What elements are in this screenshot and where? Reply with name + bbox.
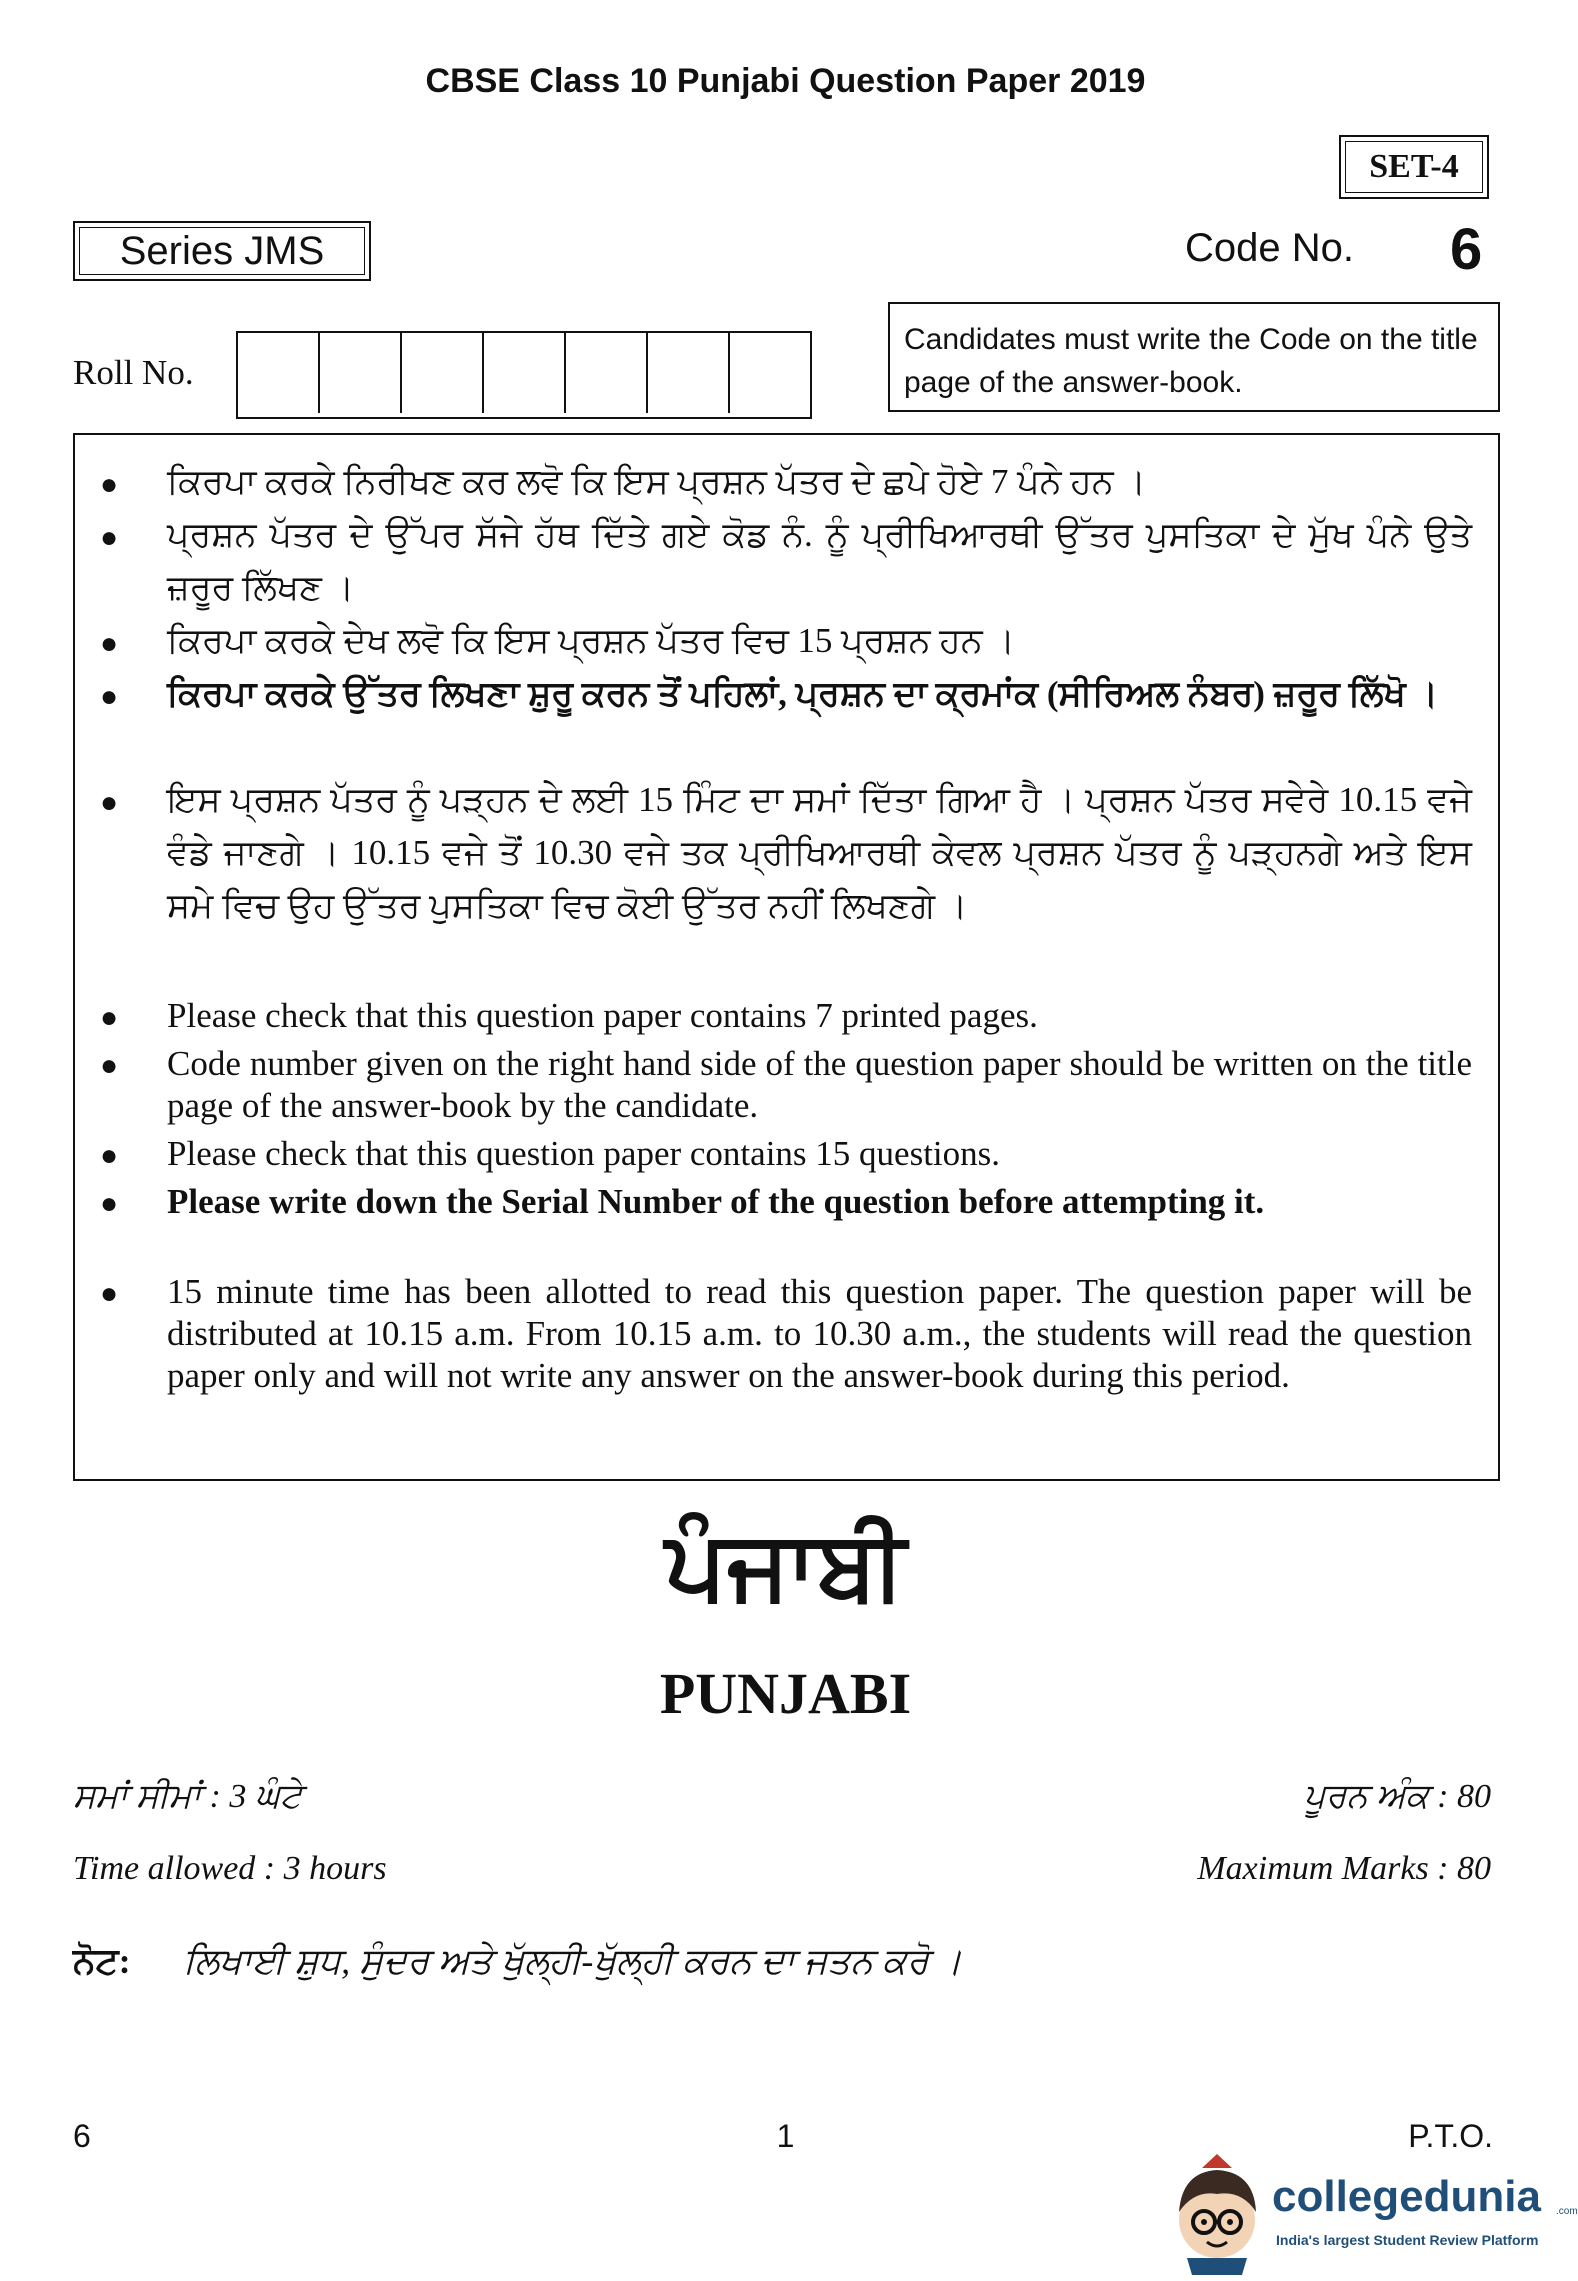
- series-label: Series JMS: [119, 228, 325, 273]
- note-text: ਲਿਖਾਈ ਸ਼ੁਧ, ਸੁੰਦਰ ਅਤੇ ਖੁੱਲ੍ਹੀ-ਖੁੱਲ੍ਹੀ ਕਰਨ ਦਾ ਜਤਨ ਕਰੋ ।: [183, 1941, 963, 1981]
- set-label: SET-4: [1369, 148, 1459, 185]
- bullet-icon: ●: [100, 786, 119, 819]
- roll-digit-box: [566, 333, 648, 413]
- roll-digit-box: [484, 333, 566, 413]
- note-label: ਨੋਟ:: [73, 1941, 131, 1981]
- logo-tagline: India's largest Student Review Platform: [1276, 2232, 1539, 2248]
- logo-wordmark: collegedunia: [1272, 2172, 1541, 2221]
- instruction-en-3: Please check that this question paper contains 15 questions.: [167, 1134, 1001, 1173]
- instruction-pa-4: ਕਿਰਪਾ ਕਰਕੇ ਉੱਤਰ ਲਿਖਣਾ ਸ਼ੁਰੂ ਕਰਨ ਤੋਂ ਪਹਿਲਾਂ, ਪ੍ਰਸ਼ਨ ਦਾ ਕ੍ਰਮਾਂਕ (ਸੀਰਿਅਲ ਨੰਬਰ) ਜ਼ਰੂਰ ਲਿੱਖੋ ।: [167, 674, 1439, 713]
- series-badge: [73, 221, 371, 281]
- footer-code: 6: [73, 2118, 91, 2154]
- time-allowed-punjabi: ਸਮਾਂ ਸੀਮਾਂ : 3 ਘੰਟੇ: [73, 1778, 302, 1815]
- bullet-icon: ●: [100, 1049, 119, 1082]
- page-number: 1: [776, 2118, 795, 2154]
- roll-number-label: Roll No.: [73, 353, 194, 392]
- code-label: Code No.: [1185, 226, 1354, 270]
- bullet-icon: ●: [100, 1139, 119, 1172]
- max-marks-punjabi: ਪੂਰਨ ਅੰਕ : 80: [1303, 1778, 1491, 1815]
- instruction-pa-1: ਕਿਰਪਾ ਕਰਕੇ ਨਿਰੀਖਣ ਕਰ ਲਵੋ ਕਿ ਇਸ ਪ੍ਰਸ਼ਨ ਪੱਤਰ ਦੇ ਛਪੇ ਹੋਏ 7 ਪੰਨੇ ਹਨ ।: [167, 462, 1146, 501]
- mascot-icon: [1179, 2154, 1256, 2275]
- roll-digit-box: [320, 333, 402, 413]
- logo-domain-suffix: .com: [1556, 2206, 1578, 2217]
- max-marks-english: Maximum Marks : 80: [1197, 1850, 1491, 1887]
- bullet-icon: ●: [100, 521, 119, 554]
- instructions-box: [73, 433, 1500, 1481]
- roll-digit-box: [238, 333, 320, 413]
- subject-title-punjabi: ਪੰਜਾਬੀ: [665, 1512, 906, 1619]
- please-turn-over: P.T.O.: [1408, 2118, 1493, 2154]
- instruction-en-5: 15 minute time has been allotted to read this question paper. The question paper will be distributed at 10.15 a.m. From 10.15 a.m. to 10.30 a.m., the students will read the question paper only and will not write any answer on the answer-book during this period.: [167, 1272, 1472, 1395]
- roll-digit-box: [402, 333, 484, 413]
- roll-number-boxes: [236, 331, 812, 419]
- bullet-icon: ●: [100, 680, 119, 713]
- bullet-icon: ●: [100, 1001, 119, 1034]
- document-title: CBSE Class 10 Punjabi Question Paper 2019: [425, 62, 1146, 100]
- instruction-pa-3: ਕਿਰਪਾ ਕਰਕੇ ਦੇਖ ਲਵੋ ਕਿ ਇਸ ਪ੍ਰਸ਼ਨ ਪੱਤਰ ਵਿਚ 15 ਪ੍ਰਸ਼ਨ ਹਨ ।: [167, 621, 1015, 660]
- instruction-pa-5: ਇਸ ਪ੍ਰਸ਼ਨ ਪੱਤਰ ਨੂੰ ਪੜ੍ਹਨ ਦੇ ਲਈ 15 ਮਿੰਟ ਦਾ ਸਮਾਂ ਦਿੱਤਾ ਗਿਆ ਹੈ । ਪ੍ਰਸ਼ਨ ਪੱਤਰ ਸਵੇਰੇ 10.15 ਵਜੇ ਵੰਡੇ ਜਾਣਗੇ । 10.15 ਵਜੇ ਤੋਂ 10.30 ਵਜੇ ਤਕ ਪ੍ਰੀਖਿਆਰਥੀ ਕੇਵਲ ਪ੍ਰਸ਼ਨ ਪੱਤਰ ਨੂੰ ਪੜ੍ਹਨਗੇ ਅਤੇ ਇਸ ਸਮੇ ਵਿਚ ਉਹ ਉੱਤਰ ਪੁਸਤਿਕਾ ਵਿਚ ਕੋਈ ਉੱਤਰ ਨਹੀਂ ਲਿਖਣਗੇ ।: [167, 780, 1472, 925]
- set-badge: [1339, 135, 1489, 199]
- bullet-icon: ●: [100, 1277, 119, 1310]
- code-instruction-note: Candidates must write the Code on the title page of the answer-book.: [888, 302, 1500, 412]
- roll-digit-box: [730, 333, 810, 413]
- subject-title-english: PUNJABI: [659, 1661, 912, 1726]
- instruction-en-4: Please write down the Serial Number of the question before attempting it.: [167, 1182, 1265, 1221]
- instruction-en-1: Please check that this question paper contains 7 printed pages.: [167, 996, 1038, 1035]
- bullet-icon: ●: [100, 468, 119, 501]
- roll-digit-box: [648, 333, 730, 413]
- code-value: 6: [1450, 217, 1483, 282]
- time-allowed-english: Time allowed : 3 hours: [73, 1850, 387, 1887]
- bullet-icon: ●: [100, 627, 119, 660]
- instruction-en-2: Code number given on the right hand side of the question paper should be written on the title page of the answer-book by the candidate.: [167, 1044, 1472, 1125]
- instruction-pa-2: ਪ੍ਰਸ਼ਨ ਪੱਤਰ ਦੇ ਉੱਪਰ ਸੱਜੇ ਹੱਥ ਦਿੱਤੇ ਗਏ ਕੋਡ ਨੰ. ਨੂੰ ਪ੍ਰੀਖਿਆਰਥੀ ਉੱਤਰ ਪੁਸਤਿਕਾ ਦੇ ਮੁੱਖ ਪੰਨੇ ਉਤੇ ਜ਼ਰੂਰ ਲਿੱਖਣ ।: [167, 515, 1472, 607]
- bullet-icon: ●: [100, 1187, 119, 1220]
